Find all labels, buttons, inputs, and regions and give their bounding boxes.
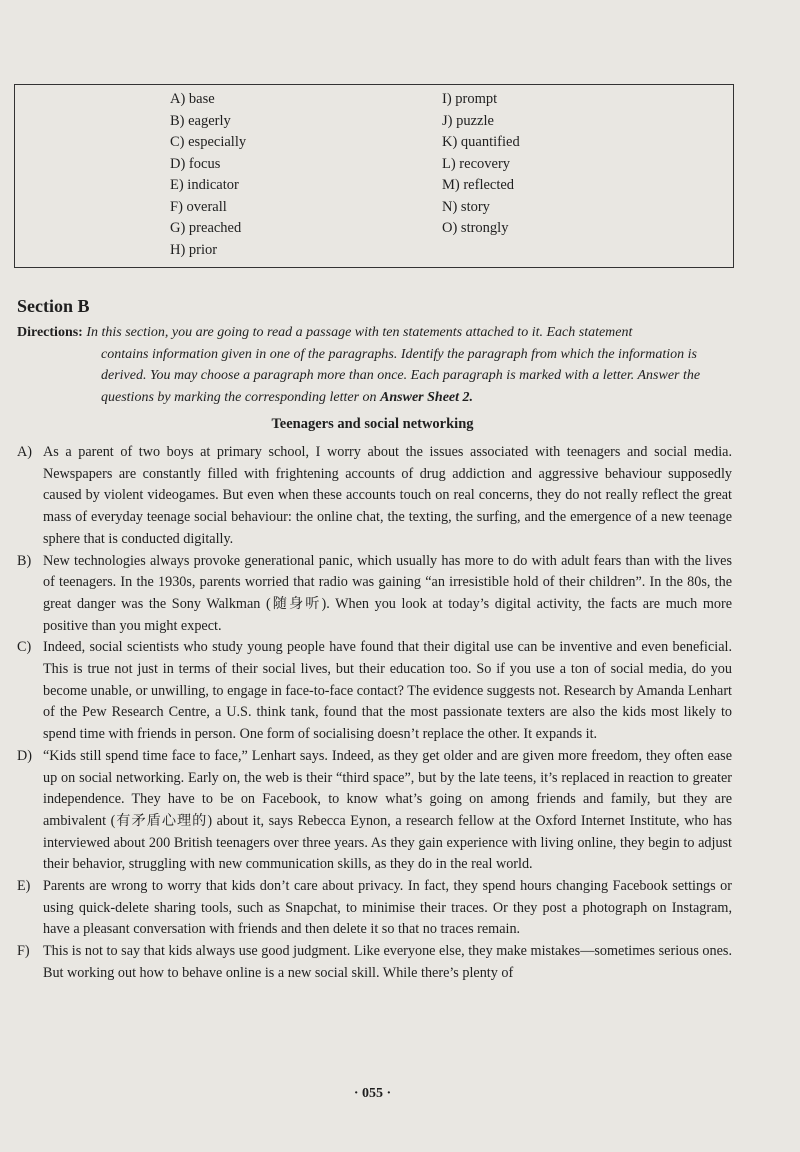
word-bank-item: C) especially: [170, 134, 247, 150]
paragraph-text: As a parent of two boys at primary school, I worry about the issues associated with teenagers and social media. Newspapers are constantly filled with frightening accounts of drug addiction and aggressive behaviour supposedly caused by violent videogames. But even when these accounts touch on real concerns, they do not really reflect the great mass of everyday teenage social behaviour: the online chat, the texting, the surfing, and the emergence of a new teenage sphere that is conducted digitally.: [43, 444, 732, 547]
directions-text: contains information given in one of the paragraphs. Identify the paragraph from which the information is derived. You may choose a paragraph more than once. Each paragraph is marked with a letter. Answer the questions by marking the corresponding letter on: [101, 346, 701, 405]
paragraph-text: Indeed, social scientists who study young people have found that their digital use can be inventive and even beneficial. This is true not just in terms of their social lives, but their education too. So if you use a ton of social media, do you become unable, or unwilling, to engage in face-to-face contact? The evidence suggests not. Research by Amanda Lenhart of the Pew Research Centre, a U.S. think tank, found that the most passionate texters are also the kids most likely to spend time with friends in person. One form of socialising doesn’t replace the other. It expands it.: [43, 639, 732, 743]
word-bank-item: A) base: [170, 91, 215, 107]
word-bank-item: E) indicator: [170, 177, 239, 193]
word-bank-item: H) prior: [170, 241, 218, 258]
paragraph-f: [17, 941, 732, 984]
paragraph-letter: E): [17, 878, 31, 895]
word-bank-item: D) focus: [170, 155, 221, 172]
passage-body: [17, 442, 732, 985]
word-bank-box: [14, 84, 734, 268]
word-bank-item: I) prompt: [442, 91, 498, 107]
paragraph-d: [17, 746, 732, 876]
word-bank-item: B) eagerly: [170, 112, 231, 129]
word-bank-item: G) preached: [170, 220, 242, 236]
word-bank-item: O) strongly: [442, 220, 509, 236]
passage-title: Teenagers and social networking: [271, 416, 474, 432]
word-bank-item: N) story: [442, 198, 490, 215]
word-bank-item: K) quantified: [442, 134, 520, 150]
paragraph-a: [17, 442, 732, 551]
directions: [17, 322, 732, 408]
word-bank-item: L) recovery: [442, 155, 511, 172]
paragraph-text: This is not to say that kids always use good judgment. Like everyone else, they make mistakes—sometimes serious ones. But working out how to behave online is a new social skill. While there’s plenty of: [43, 943, 732, 981]
word-bank-item: J) puzzle: [442, 112, 494, 129]
paragraph-c: [17, 637, 732, 746]
paragraph-letter: B): [17, 552, 32, 569]
paragraph-b: [17, 551, 732, 638]
word-bank-item: M) reflected: [442, 177, 515, 193]
page-number: · 055 ·: [353, 1086, 392, 1101]
section-title: Section B: [17, 296, 90, 316]
word-bank-left-column: [170, 89, 246, 261]
directions-label: Directions:: [17, 325, 83, 340]
answer-sheet-reference: Answer Sheet 2.: [380, 389, 474, 405]
paragraph-letter: C): [17, 639, 32, 656]
directions-line-1: In this section, you are going to read a passage with ten statements attached to it. Each statement: [86, 325, 633, 340]
paragraph-text: “Kids still spend time face to face,” Lenhart says. Indeed, as they get older and are given more freedom, they often ease up on social networking. Early on, the web is their “third space”, but by the late teens, it’s replaced in reaction to greater independence. They have to be on Facebook, to know what’s going on among friends and family, but they are ambivalent (有矛盾心理的) about it, says Rebecca Eynon, a research fellow at the Oxford Internet Institute, who has interviewed about 200 British teenagers over three years. As they gain experience with living online, they begin to adjust their behavior, struggling with new communication skills, as they do in the real world.: [43, 747, 732, 873]
paragraph-letter: A): [17, 444, 32, 460]
paragraph-text: New technologies always provoke generational panic, which usually has more to do with adult fears than with the lives of teenagers. In the 1930s, parents worried that radio was gaining “an irresistible hold of their children”. In the 80s, the great danger was the Sony Walkman (随身听). When you look at today’s digital activity, the facts are much more positive than you might expect.: [43, 552, 732, 634]
paragraph-letter: F): [17, 943, 30, 960]
paragraph-letter: D): [17, 747, 32, 764]
word-bank-item: F) overall: [170, 198, 227, 215]
word-bank-right-column: [442, 89, 520, 240]
paragraph-e: [17, 876, 732, 941]
paragraph-text: Parents are wrong to worry that kids don’t care about privacy. In fact, they spend hours changing Facebook settings or using quick-delete sharing tools, such as Snapchat, to minimise their traces. Or they post a photograph on Instagram, have a pleasant conversation with friends and then delete it so that no traces remain.: [43, 878, 732, 938]
